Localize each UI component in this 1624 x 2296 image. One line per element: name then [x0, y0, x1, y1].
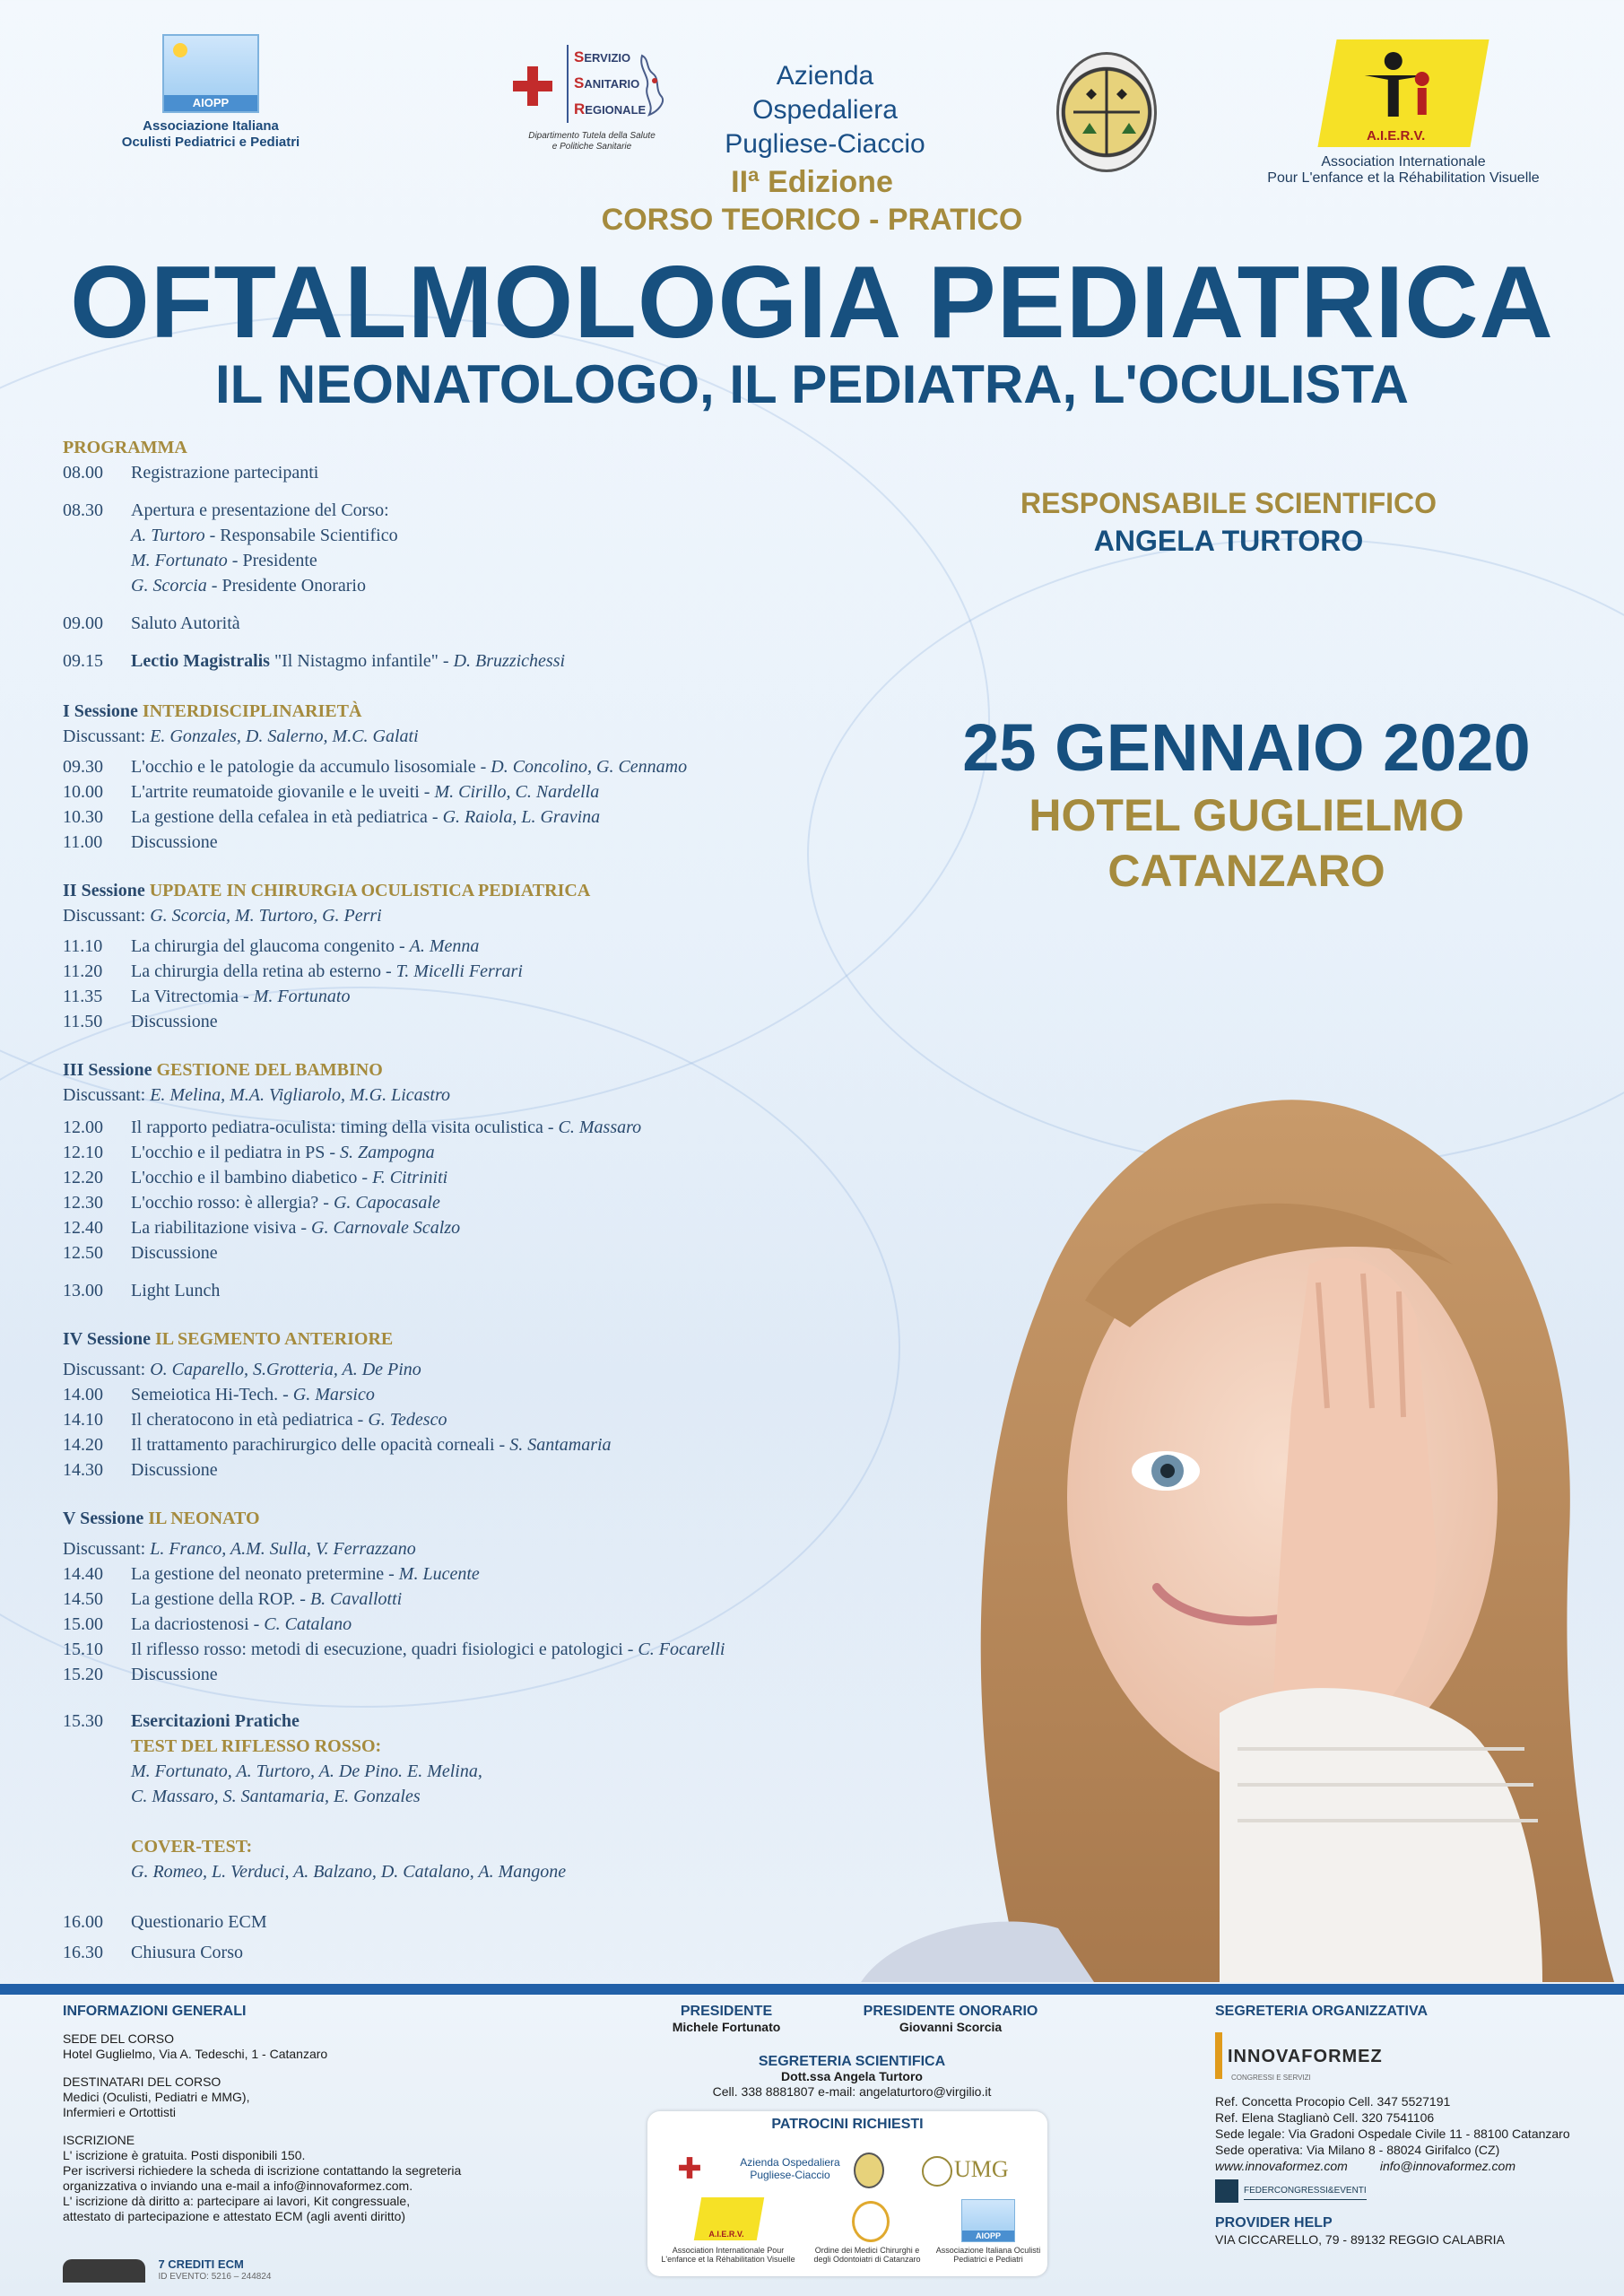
footer	[0, 1995, 1624, 2296]
contact-line: Ref. Elena Staglianò Cell. 320 7541106	[1215, 2110, 1435, 2125]
lunch-item: 13.00 Light Lunch	[63, 1281, 221, 1300]
scientific-secretariat: SEGRETERIA SCIENTIFICA Dott.ssa Angela Turtoro Cell. 338 8881807 e-mail: angelaturtoro@virgilio.it	[712, 2054, 992, 2099]
program-item: A. Turtoro - Responsabile Scientifico	[131, 526, 398, 545]
scientific-lead-label: RESPONSABILE SCIENTIFICO	[1020, 487, 1437, 519]
program-item: 15.00 La dacriostenosi - C. Catalano	[63, 1614, 352, 1634]
event-details	[888, 709, 1605, 899]
organizing-secretariat	[1215, 2004, 1610, 2248]
session-heading: II Sessione UPDATE IN CHIRURGIA OCULISTICA PEDIATRICA	[63, 881, 591, 900]
organizing-secretariat-title: SEGRETERIA ORGANIZZATIVA	[1215, 2004, 1429, 2019]
page-title: OFTALMOLOGIA PEDIATRICA	[70, 246, 1554, 360]
general-info-title: INFORMAZIONI GENERALI	[63, 2004, 247, 2019]
calabria-crest-icon	[854, 2152, 884, 2188]
aierv-mark: A.I.E.R.V.	[1366, 128, 1426, 144]
aiopp-emblem	[961, 2199, 1015, 2242]
aierv-emblem	[1317, 39, 1489, 147]
practical-names: C. Massaro, S. Santamaria, E. Gonzales	[131, 1787, 421, 1806]
session-discussant: Discussant: G. Scorcia, M. Turtoro, G. Perri	[63, 906, 382, 926]
ssr-logo	[511, 39, 673, 152]
session-heading: V Sessione IL NEONATO	[63, 1509, 260, 1528]
footer-divider	[0, 1984, 1624, 1995]
sun-icon	[173, 43, 187, 57]
general-info	[63, 2004, 601, 2237]
program-item: 16.00 Questionario ECM	[63, 1912, 267, 1932]
program-item: 08.30 Apertura e presentazione del Corso:	[63, 500, 389, 520]
ssr-text: SERVIZIO SANITARIO REGIONALE	[567, 45, 646, 123]
website-link[interactable]: www.innovaformez.com	[1215, 2159, 1348, 2173]
program-item: 14.20 Il trattamento parachirurgico delle opacità corneali - S. Santamaria	[63, 1435, 612, 1455]
ordine-medici-icon	[852, 2201, 890, 2242]
program-item: 16.30 Chiusura Corso	[63, 1943, 243, 1962]
program-item: 12.00 Il rapporto pediatra-oculista: timing della visita oculistica - C. Massaro	[63, 1118, 642, 1137]
event-city: CATANZARO	[1107, 846, 1385, 896]
aiopp-mark: AIOPP	[962, 2231, 1014, 2241]
aiopp-emblem	[162, 34, 259, 113]
ecm-label: 7 CREDITI ECM	[158, 2257, 244, 2271]
patronage-title: PATROCINI RICHIESTI	[771, 2117, 924, 2132]
patron-azienda: Azienda Ospedaliera Pugliese-Ciaccio	[740, 2156, 840, 2181]
practical-test-2: COVER-TEST:	[131, 1837, 253, 1857]
registration-block: ISCRIZIONE L' iscrizione è gratuita. Posti disponibili 150. Per iscriversi richiedere la scheda di iscrizione contattando la segreteria organizzativa o inviando una e-mail a info@innovaformez.com. L' iscrizione dà diritto a: partecipare ai lavori, Kit congressuale, attestato di partecipazione e attestato ECM (agli aventi diritto)	[63, 2133, 462, 2223]
aiopp-caption-2: Oculisti Pediatrici e Pediatri	[121, 135, 300, 150]
program-item: 09.00 Saluto Autorità	[63, 613, 240, 633]
aierv-emblem	[694, 2197, 764, 2240]
patron-umg: UMG	[922, 2154, 1029, 2185]
group-icon	[63, 2259, 145, 2283]
program-title: PROGRAMMA	[63, 438, 187, 457]
practical-names: G. Romeo, L. Verduci, A. Balzano, D. Catalano, A. Mangone	[131, 1862, 567, 1882]
venue-block: SEDE DEL CORSO Hotel Guglielmo, Via A. Tedeschi, 1 - Catanzaro	[63, 2031, 328, 2061]
program-item: 11.50 Discussione	[63, 1012, 218, 1031]
program-item: 14.10 Il cheratocono in età pediatrica - G. Tedesco	[63, 1410, 447, 1430]
ecm-id: ID EVENTO: 5216 – 244824	[158, 2272, 272, 2282]
contact-line: Ref. Concetta Procopio Cell. 347 5527191	[1215, 2094, 1451, 2109]
practical-test-1: TEST DEL RIFLESSO ROSSO:	[131, 1736, 382, 1756]
session-discussant: Discussant: O. Caparello, S.Grotteria, A. De Pino	[63, 1360, 421, 1379]
contact-line: Sede legale: Via Gradoni Ospedale Civile 11 - 88100 Catanzaro	[1215, 2126, 1570, 2141]
edition-heading	[0, 163, 1624, 239]
calabria-crest-icon	[1056, 52, 1157, 172]
program-item: G. Scorcia - Presidente Onorario	[131, 576, 366, 596]
honorary-president-name: Giovanni Scorcia	[899, 2020, 1003, 2034]
email-link[interactable]: info@innovaformez.com	[1379, 2159, 1515, 2173]
girl-covering-eye-photo	[861, 1031, 1614, 1982]
page-subtitle: IL NEONATOLOGO, IL PEDIATRA, L'OCULISTA	[215, 354, 1409, 414]
innovaformez-logo: INNOVAFORMEZ CONGRESSI E SERVIZI	[1215, 2032, 1610, 2083]
session-discussant: Discussant: L. Franco, A.M. Sulla, V. Ferrazzano	[63, 1539, 416, 1559]
program-item: 14.30 Discussione	[63, 1460, 218, 1480]
aierv-mark: A.I.E.R.V.	[708, 2230, 744, 2239]
calabria-map-icon	[637, 54, 667, 117]
practical-names: M. Fortunato, A. Turtoro, A. De Pino. E. Melina,	[131, 1761, 482, 1781]
federcongressi-icon	[1215, 2179, 1238, 2203]
patron-aiopp: Associazione Italiana Oculisti Pediatrici e Pediatri	[935, 2246, 1041, 2264]
program-item: 11.20 La chirurgia della retina ab esterno - T. Micelli Ferrari	[63, 961, 523, 981]
program-item: 12.20 L'occhio e il bambino diabetico - F. Citriniti	[63, 1168, 448, 1187]
scientific-lead	[942, 484, 1515, 560]
program-item: 11.35 La Vitrectomia - M. Fortunato	[63, 987, 351, 1006]
session-discussant: Discussant: E. Melina, M.A. Vigliarolo, M.G. Licastro	[63, 1085, 451, 1105]
session-discussant: Discussant: E. Gonzales, D. Salerno, M.C. Galati	[63, 726, 419, 746]
red-cross-icon	[678, 2156, 701, 2179]
audience-block: DESTINATARI DEL CORSO Medici (Oculisti, Pediatri e MMG), Infermieri e Ortottisti	[63, 2074, 250, 2119]
program-item: 08.00 Registrazione partecipanti	[63, 463, 319, 483]
figures-icon	[1329, 39, 1481, 129]
ssr-caption: Dipartimento Tutela della Salute e Politiche Sanitarie	[528, 131, 656, 152]
president-name: Michele Fortunato	[672, 2020, 781, 2034]
practical-heading: 15.30 Esercitazioni Pratiche	[63, 1711, 300, 1731]
program-item: 14.00 Semeiotica Hi-Tech. - G. Marsico	[63, 1385, 375, 1405]
azienda-logo: Azienda Ospedaliera Pugliese-Ciaccio	[725, 61, 925, 159]
program-item: 09.15 Lectio Magistralis "Il Nistagmo infantile" - D. Bruzzichessi	[63, 651, 566, 671]
provider-address: VIA CICCARELLO, 79 - 89132 REGGIO CALABRIA	[1215, 2232, 1505, 2247]
red-cross-icon	[511, 65, 554, 108]
program-item: 12.10 L'occhio e il pediatra in PS - S. Zampogna	[63, 1143, 435, 1162]
aiopp-mark: AIOPP	[164, 95, 257, 111]
program-item: 12.30 L'occhio rosso: è allergia? - G. Capocasale	[63, 1193, 440, 1213]
scientific-lead-name: ANGELA TURTORO	[1093, 525, 1364, 557]
patron-ordine: Ordine dei Medici Chirurghi e degli Odontoiatri di Catanzaro	[813, 2246, 921, 2264]
event-date: 25 GENNAIO 2020	[962, 710, 1531, 785]
federcongressi-logo: FEDERCONGRESSI&EVENTI	[1215, 2179, 1610, 2205]
ecm-credits	[63, 2258, 271, 2283]
provider-title: PROVIDER HELP	[1215, 2215, 1333, 2231]
edition-label: IIª Edizione	[731, 165, 893, 199]
aierv-caption-1: Association Internationale	[1321, 154, 1486, 170]
president-label: PRESIDENTE	[680, 2004, 773, 2019]
program-item: 10.30 La gestione della cefalea in età pediatrica - G. Raiola, L. Gravina	[63, 807, 601, 827]
umg-seal-icon	[922, 2156, 952, 2187]
session-heading: III Sessione GESTIONE DEL BAMBINO	[63, 1060, 383, 1080]
patronage-box	[647, 2111, 1047, 2276]
aiopp-caption-1: Associazione Italiana	[143, 118, 279, 134]
program-item: 14.50 La gestione della ROP. - B. Cavallotti	[63, 1589, 403, 1609]
aiopp-logo	[108, 34, 314, 151]
contact-line: Sede operativa: Via Milano 8 - 88024 Girifalco (CZ)	[1215, 2143, 1500, 2157]
program-item: 12.50 Discussione	[63, 1243, 218, 1263]
session-heading: I Sessione INTERDISCIPLINARIETÀ	[63, 701, 362, 721]
program-item: 11.00 Discussione	[63, 832, 218, 852]
honorary-president-label: PRESIDENTE ONORARIO	[863, 2004, 1038, 2019]
program-item: 10.00 L'artrite reumatoide giovanile e le uveiti - M. Cirillo, C. Nardella	[63, 782, 600, 802]
program-item: 12.40 La riabilitazione visiva - G. Carnovale Scalzo	[63, 1218, 461, 1238]
aierv-caption-2: Pour L'enfance et la Réhabilitation Visuelle	[1267, 170, 1540, 186]
program-item: 15.20 Discussione	[63, 1665, 218, 1684]
session-heading: IV Sessione IL SEGMENTO ANTERIORE	[63, 1329, 394, 1349]
patron-aierv: Association Internationale Pour L'enfance et la Réhabilitation Visuelle	[661, 2246, 795, 2264]
program-item: 09.30 L'occhio e le patologie da accumulo lisosomiale - D. Concolino, G. Cennamo	[63, 757, 688, 777]
program-item: 11.10 La chirurgia del glaucoma congenito - A. Menna	[63, 936, 480, 956]
event-venue: HOTEL GUGLIELMO	[1029, 790, 1464, 840]
course-label: CORSO TEORICO - PRATICO	[601, 203, 1023, 237]
program-item: 15.10 Il riflesso rosso: metodi di esecuzione, quadri fisiologici e patologici - C. Focarelli	[63, 1639, 725, 1659]
web-contacts	[1215, 2158, 1610, 2174]
program-item: M. Fortunato - Presidente	[131, 551, 317, 570]
program-item: 14.40 La gestione del neonato pretermine - M. Lucente	[63, 1564, 480, 1584]
